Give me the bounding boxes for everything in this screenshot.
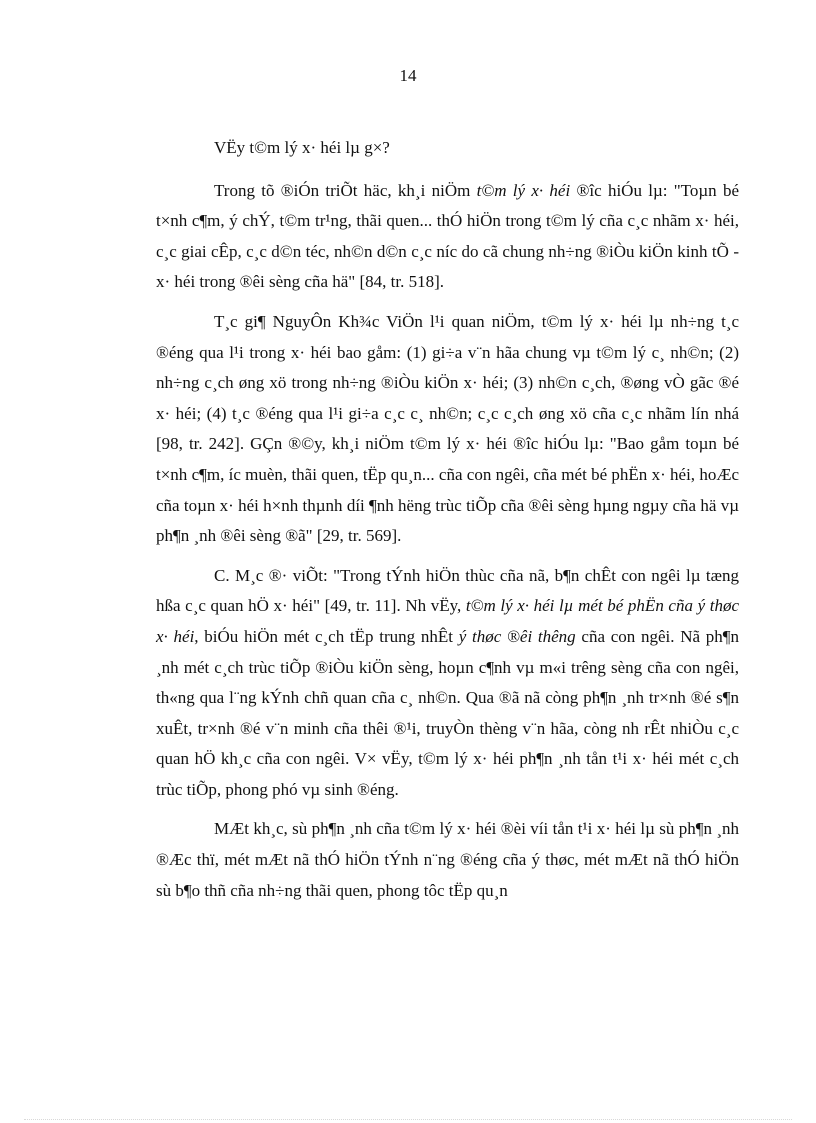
paragraph-conclusion (156, 814, 739, 906)
text-run: T¸c gi¶ NguyÔn Kh¾c ViÖn l¹i quan niÖm, t©m lý x· héi lµ nh÷ng t¸c ®éng qua l¹i trong x· héi bao gåm: (1) gi÷a v¨n hãa chung vµ t©m lý c¸ nh©n; (2) nh÷ng c¸ch øng xö trong nh÷ng ®iÒu kiÖn x· héi; (3) nh©n c¸ch, ®øng vÒ gãc ®é x· héi; (4) t¸c ®éng qua l¹i gi÷a c¸c c¸ nh©n; c¸c c¸ch øng xö cña c¸c nhãm lín nhá [98, tr. 242]. GÇn ®©y, kh¸i niÖm t©m lý x· héi ®îc hiÓu lµ: "Bao gåm toµn bé t×nh c¶m, íc muèn, thãi quen, tËp qu¸n... cña con ngêi, cña mét bé phËn x· héi, hoÆc cña toµn x· héi h×nh thµnh díi ¶nh hëng trùc tiÕp cña ®êi sèng hµng ngµy cña hä vµ ph¶n ¸nh ®êi sèng ®ã" [29, tr. 569]. (156, 311, 739, 546)
document-body (156, 133, 739, 915)
text-run: VËy t©m lý x· héi lµ g×? (214, 138, 390, 157)
page-bottom-divider (24, 1119, 792, 1120)
paragraph-definition-philosophy (156, 176, 739, 298)
italic-term: ý thøc ®êi thêng (458, 626, 576, 646)
paragraph-marx-quote (156, 561, 739, 806)
text-run: MÆt kh¸c, sù ph¶n ¸nh cña t©m lý x· héi ®èi víi tån t¹i x· héi lµ sù ph¶n ¸nh ®Æc thï, mét mÆt nã thÓ hiÖn tÝnh n¨ng ®éng cña ý thøc, mét mÆt nã thÓ hiÖn sù b¶o thñ cña nh÷ng thãi quen, phong tôc tËp qu¸n (156, 819, 739, 900)
page-number: 14 (399, 66, 417, 85)
text-run: C. M¸c ®· viÕt: "Trong tÝnh hiÖn thùc cña nã, b¶n chÊt con ngêi lµ tæng hßa c¸c quan hÖ x· héi" [49, tr. 11]. Nh vËy, (156, 565, 739, 616)
italic-term: t©m lý x· héi (476, 180, 571, 200)
paragraph-question (156, 133, 739, 164)
text-run: , biÓu hiÖn mét c¸ch tËp trung nhÊt (194, 626, 459, 646)
text-run: Trong tõ ®iÓn triÕt häc, kh¸i niÖm (214, 180, 477, 200)
text-run: cña con ngêi. Nã ph¶n ¸nh mét c¸ch trùc tiÕp ®iÒu kiÖn sèng, hoµn c¶nh vµ m«i trêng sèng cña con ngêi, th«ng qua l¨ng kÝnh chñ quan cña c¸ nh©n. Qua ®ã nã còng ph¶n ¸nh tr×nh ®é s¶n xuÊt, tr×nh ®é v¨n minh cña thêi ®¹i, truyÒn thèng v¨n hãa, còng nh rÊt nhiÒu c¸c quan hÖ kh¸c cña con ngêi. V× vËy, t©m lý x· héi ph¶n ¸nh tån t¹i x· héi mét c¸ch trùc tiÕp, phong phó vµ sinh ®éng. (156, 626, 739, 799)
paragraph-definition-nguyen-khac-vien (156, 307, 739, 552)
text-run: ®îc hiÓu lµ: "Toµn bé t×nh c¶m, ý chÝ, t©m tr¹ng, thãi quen... thÓ hiÖn trong t©m lý cña c¸c nhãm x· héi, c¸c giai cÊp, c¸c d©n téc, nh©n d©n c¸c níc do cã chung nh÷ng ®iÒu kiÖn kinh tÕ - x· héi trong ®êi sèng cña hä" [84, tr. 518]. (156, 180, 740, 292)
italic-term: t©m lý x· héi lµ mét bé phËn cña ý thøc x· héi (156, 596, 739, 646)
